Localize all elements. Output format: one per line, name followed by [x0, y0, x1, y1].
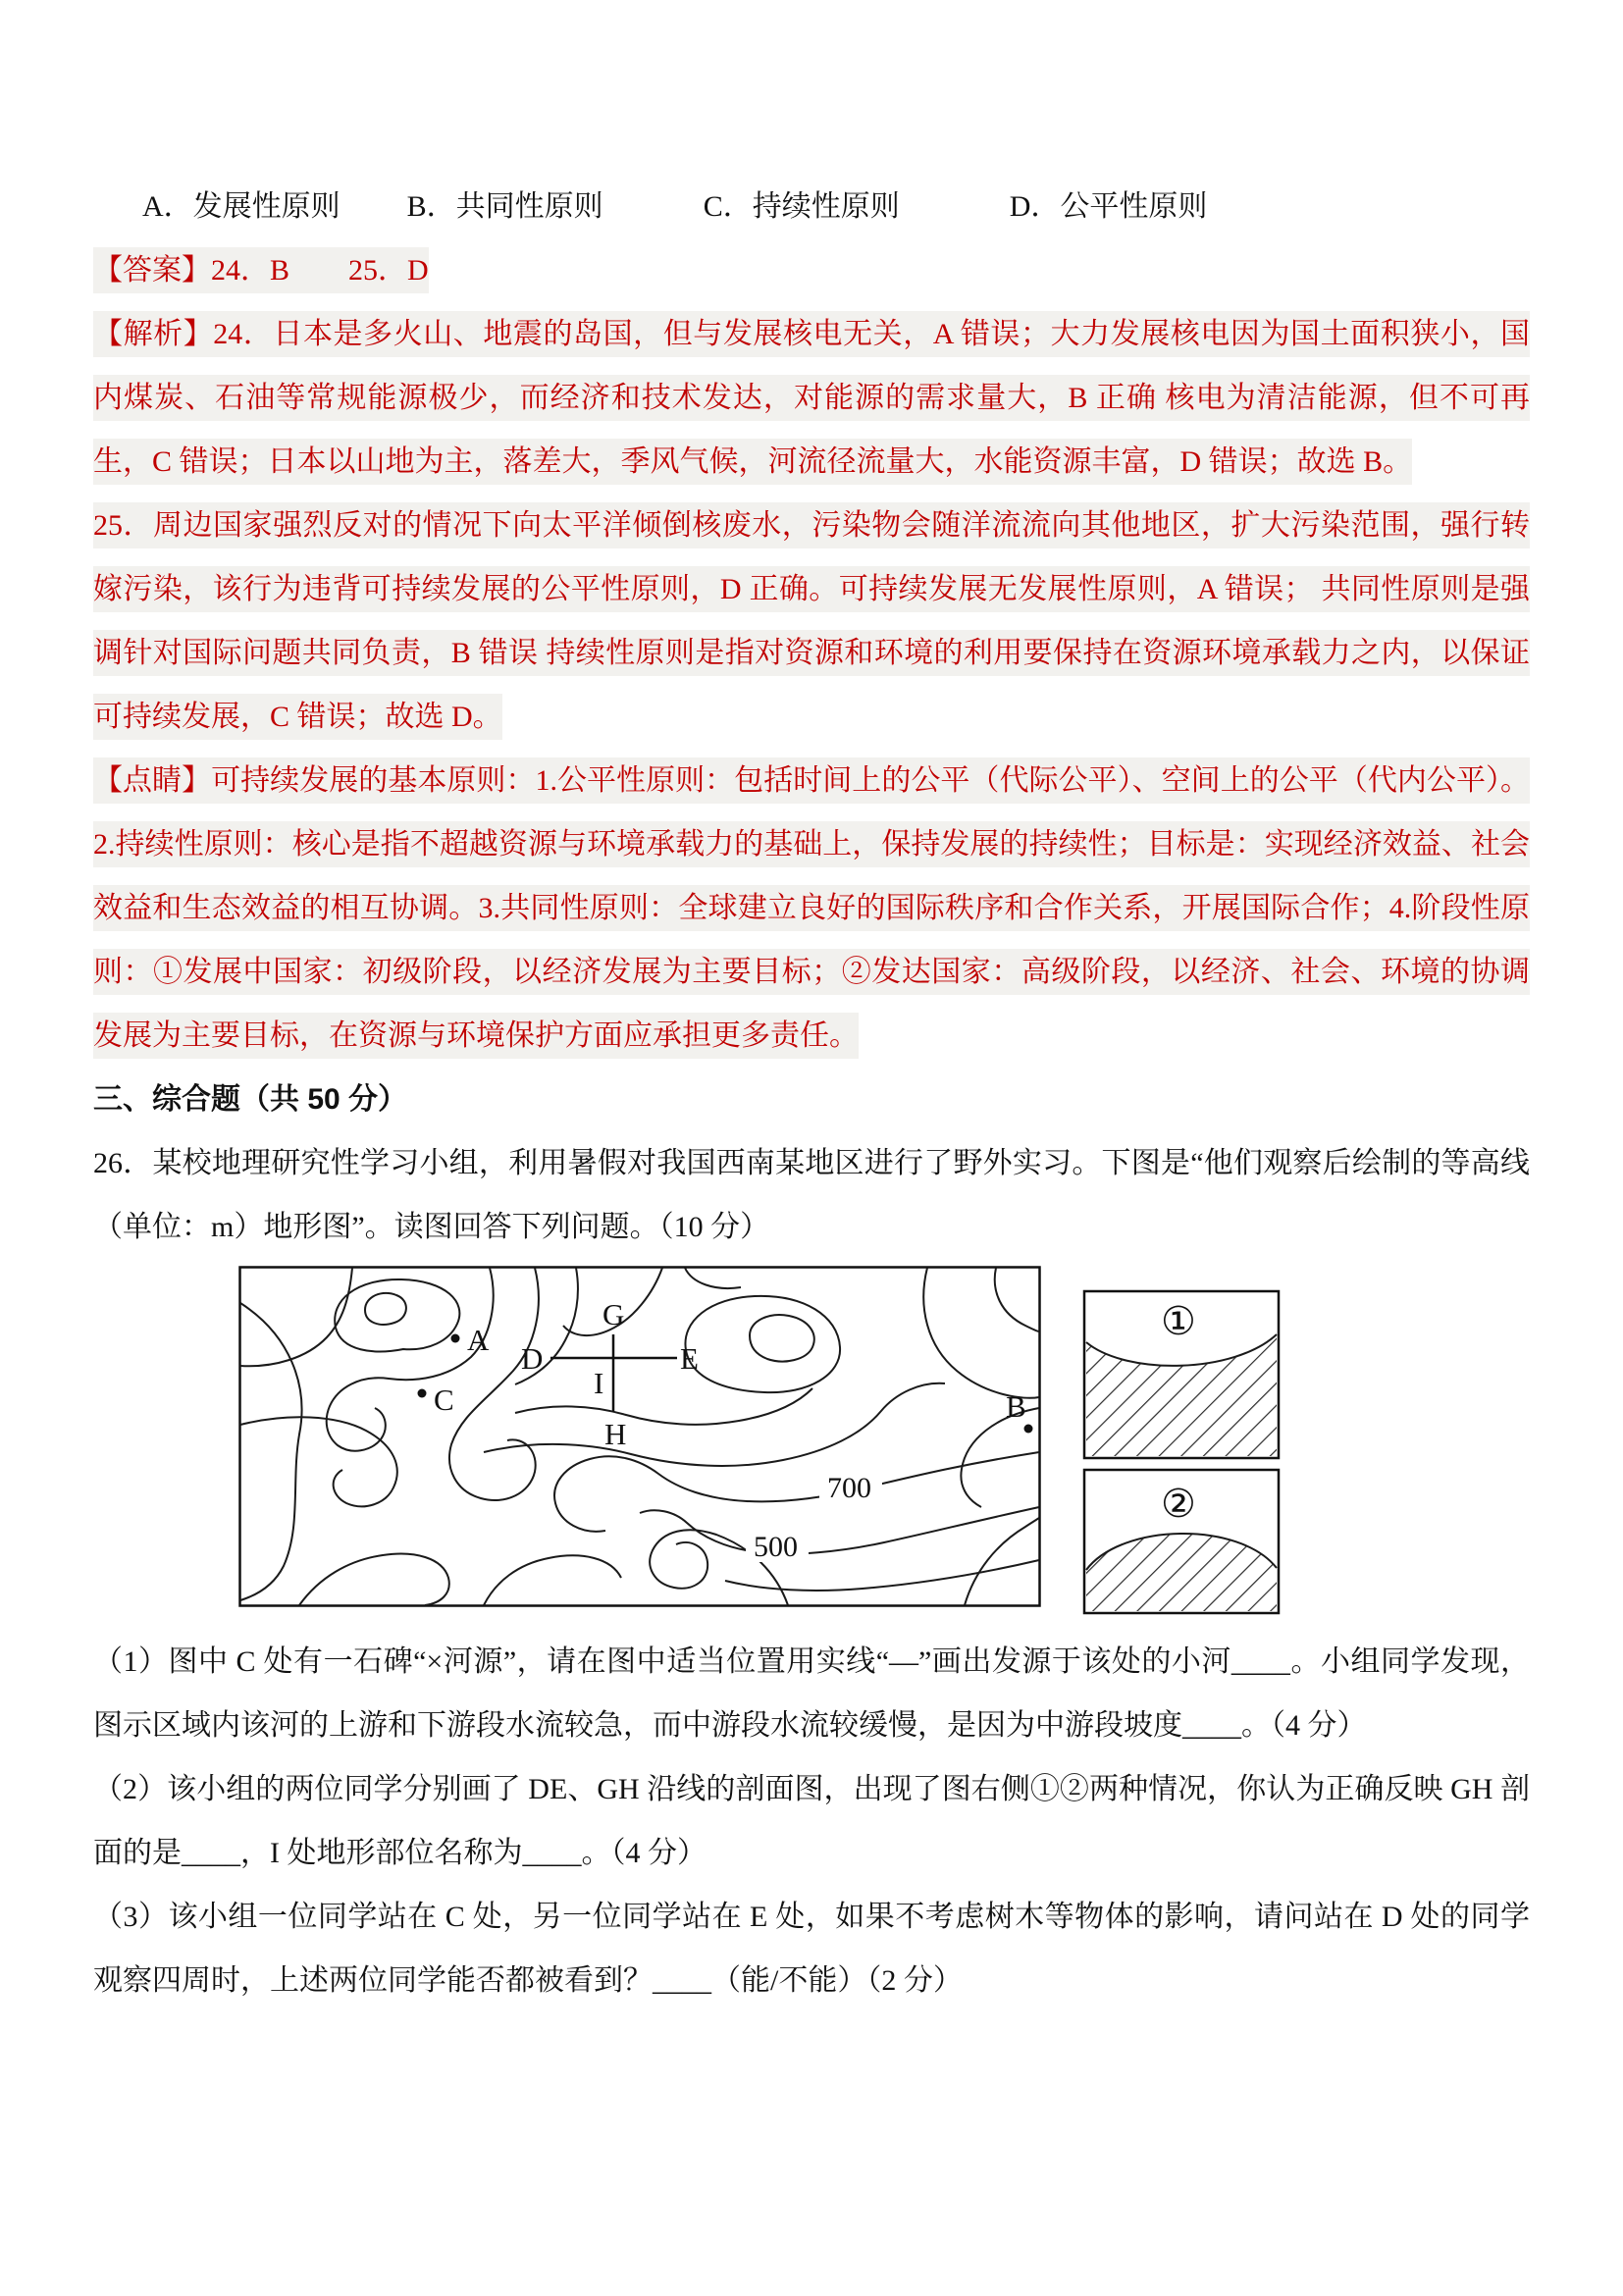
point-b-dot: [1024, 1425, 1033, 1434]
profile-panel-1: [1084, 1291, 1279, 1458]
answer-line: [93, 238, 1530, 302]
option-d: D．公平性原则: [1009, 190, 1208, 223]
contour-label-500: 500: [754, 1531, 798, 1563]
sub-question-2: （2）该小组的两位同学分别画了 DE、GH 沿线的剖面图，出现了图右侧①②两种情况，你认为正确反映 GH 剖面的是____，I 处地形部位名称为____。（4 分）: [93, 1773, 1530, 1869]
tips-label: 【点睛】: [93, 764, 212, 797]
tips-text: 可持续发展的基本原则：1.公平性原则：包括时间上的公平（代际公平）、空间上的公平（代内公平）。2.持续性原则：核心是指不超越资源与环境承载力的基础上，保持发展的持续性；目标是：实现经济效益、社会效益和生态效益的相互协调。3.共同性原则：全球建立良好的国际秩序和合作关系，开展国际合作；4.阶段性原则：①发展中国家：初级阶段，以经济发展为主要目标；②发达国家：高级阶段，以经济、社会、环境的协调发展为主要目标，在资源与环境保护方面应承担更多责任。: [93, 764, 1531, 1052]
map-label-h: H: [604, 1417, 627, 1451]
sub-question-1: （1）图中 C 处有一石碑“×河源”，请在图中适当位置用实线“—”画出发源于该处的小河____。小组同学发现，图示区域内该河的上游和下游段水流较急，而中游段水流较缓慢，是因为中游段坡度____。（4 分）: [93, 1645, 1530, 1742]
sub-question-3: （3）该小组一位同学站在 C 处，另一位同学站在 E 处，如果不考虑树木等物体的影响，请问站在 D 处的同学观察四周时，上述两位同学能否都被看到？____（能/不能）（2 分）: [93, 1901, 1530, 1997]
analysis-text-25: 25．周边国家强烈反对的情况下向太平洋倾倒核废水，污染物会随洋流流向其他地区，扩大污染范围，强行转嫁污染，该行为违背可持续发展的公平性原则，D 正确。可持续发展无发展性原则，A 错误； 共同性原则是强调针对国际问题共同负责，B 错误 持续性原则是指对资源和环境的利用要保持在资源环境承载力之内，以保证可持续发展，C 错误；故选 D。: [93, 509, 1530, 733]
profile-panel-2: [1084, 1470, 1279, 1613]
point-c-dot: [418, 1389, 427, 1398]
option-a: A．发展性原则: [142, 190, 340, 223]
map-label-i: I: [594, 1366, 604, 1400]
map-label-g: G: [602, 1297, 625, 1331]
option-c: C．持续性原则: [703, 190, 900, 223]
analysis-paragraph-24: [93, 302, 1530, 494]
contour-map-figure: [238, 1266, 1530, 1623]
answer-text: 24．B 25．D: [211, 254, 429, 287]
panel-1-number: ①: [1161, 1299, 1196, 1343]
answer-label: 【答案】: [93, 254, 211, 287]
tips-paragraph: [93, 749, 1530, 1068]
option-b: B．共同性原则: [406, 190, 603, 223]
section-heading: 三、综合题（共 50 分）: [93, 1083, 408, 1116]
contour-label-700: 700: [827, 1472, 871, 1504]
q26-intro: 26．某校地理研究性学习小组，利用暑假对我国西南某地区进行了野外实习。下图是“他们观察后绘制的等高线（单位：m）地形图”。读图回答下列问题。（10 分）: [93, 1147, 1530, 1243]
panel-2-number: ②: [1161, 1482, 1196, 1526]
map-label-a: A: [467, 1323, 490, 1357]
options-row: [93, 175, 1530, 238]
point-a-dot: [451, 1334, 460, 1343]
map-label-b: B: [1006, 1389, 1026, 1424]
analysis-text-24: 24．日本是多火山、地震的岛国，但与发展核电无关，A 错误；大力发展核电因为国土面积狭小，国内煤炭、石油等常规能源极少，而经济和技术发达，对能源的需求量大，B 正确 核电为清洁能源，但不可再生，C 错误；日本以山地为主，落差大，季风气候，河流径流量大，水能资源丰富，D 错误；故选 B。: [93, 318, 1531, 478]
map-label-e: E: [680, 1341, 699, 1376]
map-border: [240, 1268, 1040, 1606]
analysis-label: 【解析】: [93, 318, 214, 350]
map-label-c: C: [434, 1383, 454, 1417]
map-svg: [238, 1266, 1455, 1623]
analysis-paragraph-25: [93, 494, 1530, 749]
map-label-d: D: [521, 1341, 544, 1376]
